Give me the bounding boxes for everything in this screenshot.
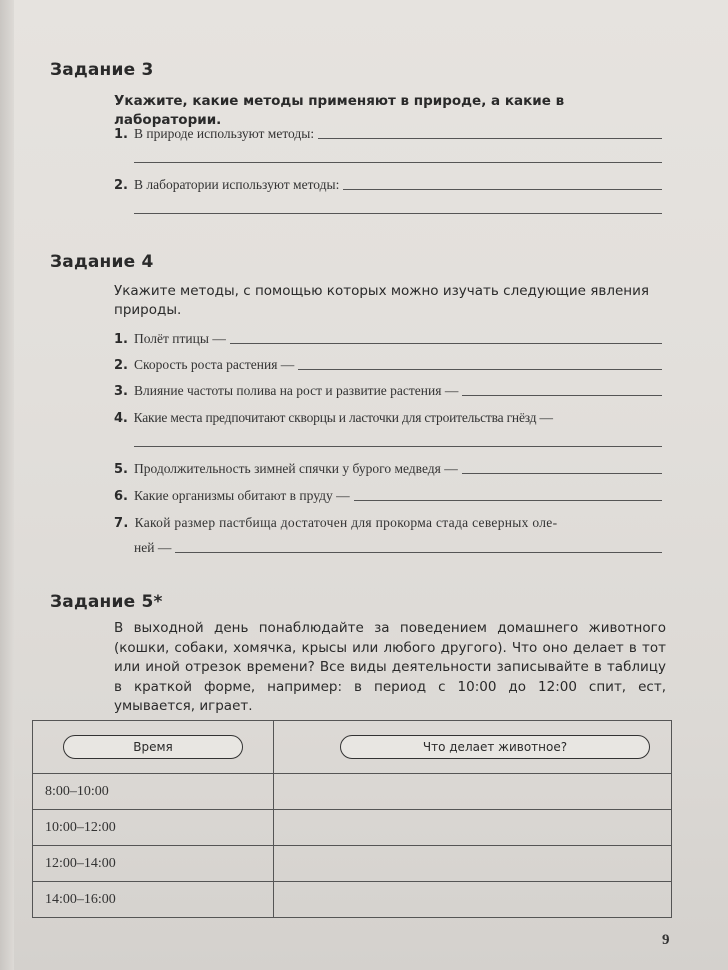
task3-heading: Задание 3 [50,60,154,80]
task4-item-5-text: Продолжительность зимней спячки у бурого медведя — [133,461,458,476]
task4-item-1-text: Полёт птицы — [133,331,226,346]
answer-line[interactable] [462,395,662,396]
task3-instruction: Укажите, какие методы применяют в природе, а какие в лаборатории. [114,93,565,128]
task5-paragraph: В выходной день понаблюдайте за поведением домашнего животного (кошки, собаки, хомячка, крысы или любого другого). Что оно делает в тот или иной отрезок времени? Все виды деятельности записывайте в таблицу в краткой форме, например: в период с 10:00 до 12:00 спит, ест, умывается, играет. [114,620,666,714]
header-cell-time [33,721,274,774]
time-cell: 14:00–16:00 [33,882,274,918]
answer-line[interactable] [354,500,662,501]
task4-item-4 [114,406,662,426]
observation-table [32,720,672,918]
page-number: 9 [662,932,670,948]
activity-cell[interactable] [274,846,672,882]
answer-line[interactable] [343,189,662,190]
header-cell-activity [274,721,672,774]
activity-cell[interactable] [274,882,672,918]
task4-item-7-cont-text: ней — [134,540,172,555]
task4-item-7-num: 7. [114,516,129,531]
task4-item-7 [114,511,662,531]
task3-item-2-text: В лаборатории используют методы: [133,177,340,192]
task4-item-1-num: 1. [114,332,128,347]
answer-line[interactable] [134,446,662,447]
task4-item-5 [114,457,662,477]
task4-instruction: Укажите методы, с помощью которых можно изучать следующие явления природы. [114,283,650,318]
table-row [33,846,672,882]
task4-item-6 [114,484,662,504]
task4-item-3-num: 3. [114,384,128,399]
table-row [33,882,672,918]
header-pill-time: Время [63,735,243,759]
answer-line[interactable] [462,473,662,474]
task4-item-6-num: 6. [114,489,128,504]
table-row [33,810,672,846]
activity-cell[interactable] [274,774,672,810]
task4-item-2-text: Скорость роста растения — [133,357,295,372]
task4-item-4-num: 4. [114,411,128,426]
task4-item-6-text: Какие организмы обитают в пруду — [133,488,350,503]
header-pill-activity: Что делает животное? [340,735,650,759]
task4-item-4-text: Какие места предпочитают скворцы и ласточки для строительства гнёзд — [133,410,553,425]
task4-item-3-text: Влияние частоты полива на рост и развитие растения — [133,383,459,398]
table-header-row [33,721,672,774]
answer-line[interactable] [134,162,662,163]
task3-item-2 [114,173,662,193]
task4-item-2 [114,353,662,373]
time-cell: 10:00–12:00 [33,810,274,846]
task3-item-1 [114,122,662,142]
time-cell: 12:00–14:00 [33,846,274,882]
task3-item-1-text: В природе используют методы: [133,126,315,141]
task3-item-2-num: 2. [114,178,128,193]
task5-heading: Задание 5* [50,592,163,612]
page-edge [0,0,14,970]
answer-line[interactable] [134,213,662,214]
task4-item-2-num: 2. [114,358,128,373]
task3-item-1-num: 1. [114,127,128,142]
activity-cell[interactable] [274,810,672,846]
task4-item-7-text: Какой размер пастбища достаточен для прокорма стада северных оле- [134,515,558,530]
answer-line[interactable] [318,138,662,139]
time-cell: 8:00–10:00 [33,774,274,810]
task4-item-3 [114,379,662,399]
table-row [33,774,672,810]
task4-item-7-cont [134,536,662,556]
answer-line[interactable] [175,552,662,553]
task4-heading: Задание 4 [50,252,154,272]
answer-line[interactable] [230,343,662,344]
answer-line[interactable] [298,369,662,370]
task4-item-1 [114,327,662,347]
task4-item-5-num: 5. [114,462,128,477]
